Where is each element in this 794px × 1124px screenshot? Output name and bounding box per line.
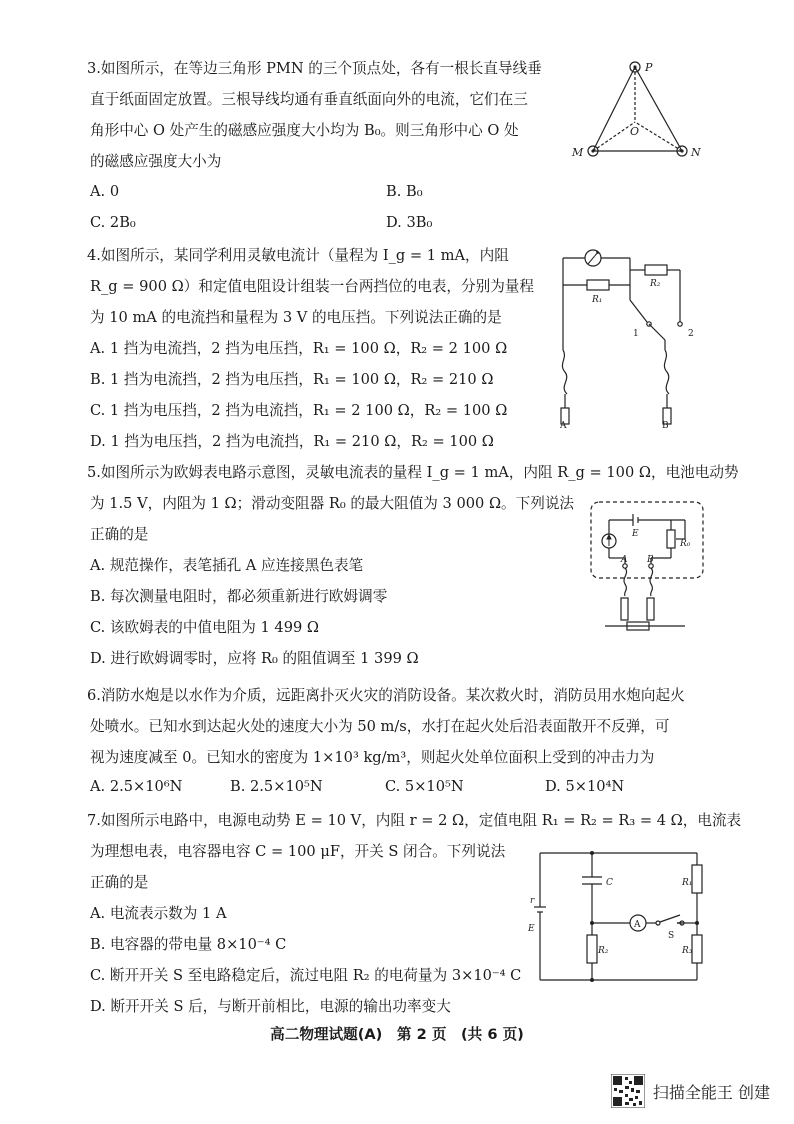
q4-label-r2: R₂ xyxy=(650,279,661,289)
question-4 xyxy=(87,240,534,457)
q3-option-d: D. 3B₀ xyxy=(386,214,433,231)
q6-option-c: C. 5×10⁵N xyxy=(385,778,464,795)
q7-option-a: A. 电流表示数为 1 A xyxy=(90,905,227,922)
q7-label-ammeter: A xyxy=(634,920,641,930)
q3-label-o: O xyxy=(630,125,640,138)
q7-label-r2: R₂ xyxy=(598,946,609,956)
q5-option-a: A. 规范操作，表笔插孔 A 应连接黑色表笔 xyxy=(90,557,364,574)
q3-label-p: P xyxy=(645,61,653,74)
q3-triangle-figure xyxy=(560,55,710,170)
question-3 xyxy=(87,53,542,177)
q7-line: 正确的是 xyxy=(90,874,149,891)
q5-option-c: C. 该欧姆表的中值电阻为 1 499 Ω xyxy=(90,619,320,636)
q5-line: 5.如图所示为欧姆表电路示意图，灵敏电流表的量程 I_g = 1 mA，内阻 R_g = 100 Ω，电池电动势 xyxy=(87,464,739,481)
q7-label-c: C xyxy=(606,878,613,888)
q7-label-r1: R₁ xyxy=(682,878,693,888)
q5-label-a: A xyxy=(621,555,628,565)
q7-label-r: r xyxy=(530,896,535,906)
q4-line: R_g = 900 Ω）和定值电阻设计组装一台两挡位的电表，分别为量程 xyxy=(90,278,534,295)
q3-line: 直于纸面固定放置。三根导线均通有垂直纸面向外的电流，它们在三 xyxy=(90,91,528,108)
q5-label-b: B xyxy=(647,555,654,565)
q5-label-r0: R₀ xyxy=(680,539,691,549)
q6-options xyxy=(90,778,730,802)
q7-option-c: C. 断开开关 S 至电路稳定后，流过电阻 R₂ 的电荷量为 3×10⁻⁴ C xyxy=(90,967,522,984)
q7-circuit-figure xyxy=(522,845,712,990)
q5-option-d: D. 进行欧姆调零时，应将 R₀ 的阻值调至 1 399 Ω xyxy=(90,650,419,667)
q4-option-b: B. 1 挡为电流挡，2 挡为电压挡，R₁ = 100 Ω，R₂ = 210 Ω xyxy=(90,371,494,388)
q7-label-s: S xyxy=(668,931,675,941)
q3-label-n: N xyxy=(691,146,701,159)
q4-label-r1: R₁ xyxy=(592,295,603,305)
q3-options xyxy=(90,183,510,243)
scanner-watermark xyxy=(611,1074,770,1108)
q5-line: 正确的是 xyxy=(90,526,149,543)
q3-option-a: A. 0 xyxy=(90,183,120,200)
q3-line: 的磁感应强度大小为 xyxy=(90,153,222,170)
q5-label-e: E xyxy=(632,529,639,539)
q6-line: 处喷水。已知水到达起火处的速度大小为 50 m/s，水打在起火处后沿表面散开不反弹，可 xyxy=(90,718,670,735)
q4-line: 4.如图所示，某同学利用灵敏电流计（量程为 I_g = 1 mA，内阻 xyxy=(87,247,509,264)
q4-circuit-figure xyxy=(555,240,710,430)
q6-option-b: B. 2.5×10⁵N xyxy=(230,778,323,795)
q7-option-d: D. 断开开关 S 后，与断开前相比，电源的输出功率变大 xyxy=(90,998,451,1015)
q5-ohmmeter-figure xyxy=(585,498,710,638)
q4-label-a: A xyxy=(560,421,567,430)
q4-label-1: 1 xyxy=(633,329,639,339)
q7-option-b: B. 电容器的带电量 8×10⁻⁴ C xyxy=(90,936,287,953)
page-footer: 高二物理试题(A) 第 2 页 (共 6 页) xyxy=(270,1026,524,1043)
q7-label-e: E xyxy=(528,924,535,934)
q4-label-b: B xyxy=(662,421,669,430)
q3-line: 3.如图所示，在等边三角形 PMN 的三个顶点处，各有一根长直导线垂 xyxy=(87,60,542,77)
q6-line: 6.消防水炮是以水作为介质，远距离扑灭火灾的消防设备。某次救火时，消防员用水炮向起火 xyxy=(87,687,685,704)
q4-label-2: 2 xyxy=(688,329,694,339)
q6-option-a: A. 2.5×10⁶N xyxy=(90,778,183,795)
q5-line: 为 1.5 V，内阻为 1 Ω；滑动变阻器 R₀ 的最大阻值为 3 000 Ω。下列说法 xyxy=(90,495,575,512)
q3-line: 角形中心 O 处产生的磁感应强度大小均为 B₀。则三角形中心 O 处 xyxy=(90,122,519,139)
q4-line: 为 10 mA 的电流挡和量程为 3 V 的电压挡。下列说法正确的是 xyxy=(90,309,502,326)
q4-option-a: A. 1 挡为电流挡，2 挡为电压挡，R₁ = 100 Ω，R₂ = 2 100 Ω xyxy=(90,340,508,357)
q3-label-m: M xyxy=(572,146,584,159)
watermark-text: 扫描全能王 创建 xyxy=(652,1082,770,1102)
q6-line: 视为速度减至 0。已知水的密度为 1×10³ kg/m³，则起火处单位面积上受到的冲击力为 xyxy=(90,749,655,766)
q7-label-r3: R₃ xyxy=(682,946,693,956)
q3-option-c: C. 2B₀ xyxy=(90,214,136,231)
q6-option-d: D. 5×10⁴N xyxy=(545,778,625,795)
q7-line: 为理想电表，电容器电容 C = 100 μF，开关 S 闭合。下列说法 xyxy=(90,843,506,860)
q3-option-b: B. B₀ xyxy=(386,183,423,200)
question-6 xyxy=(87,680,685,773)
qr-code-icon xyxy=(611,1074,645,1108)
q4-option-c: C. 1 挡为电压挡，2 挡为电流挡，R₁ = 2 100 Ω，R₂ = 100 Ω xyxy=(90,402,508,419)
q4-option-d: D. 1 挡为电压挡，2 挡为电流挡，R₁ = 210 Ω，R₂ = 100 Ω xyxy=(90,433,494,450)
q7-line: 7.如图所示电路中，电源电动势 E = 10 V，内阻 r = 2 Ω，定值电阻 R₁ = R₂ = R₃ = 4 Ω，电流表 xyxy=(87,812,742,829)
q5-option-b: B. 每次测量电阻时，都必须重新进行欧姆调零 xyxy=(90,588,388,605)
